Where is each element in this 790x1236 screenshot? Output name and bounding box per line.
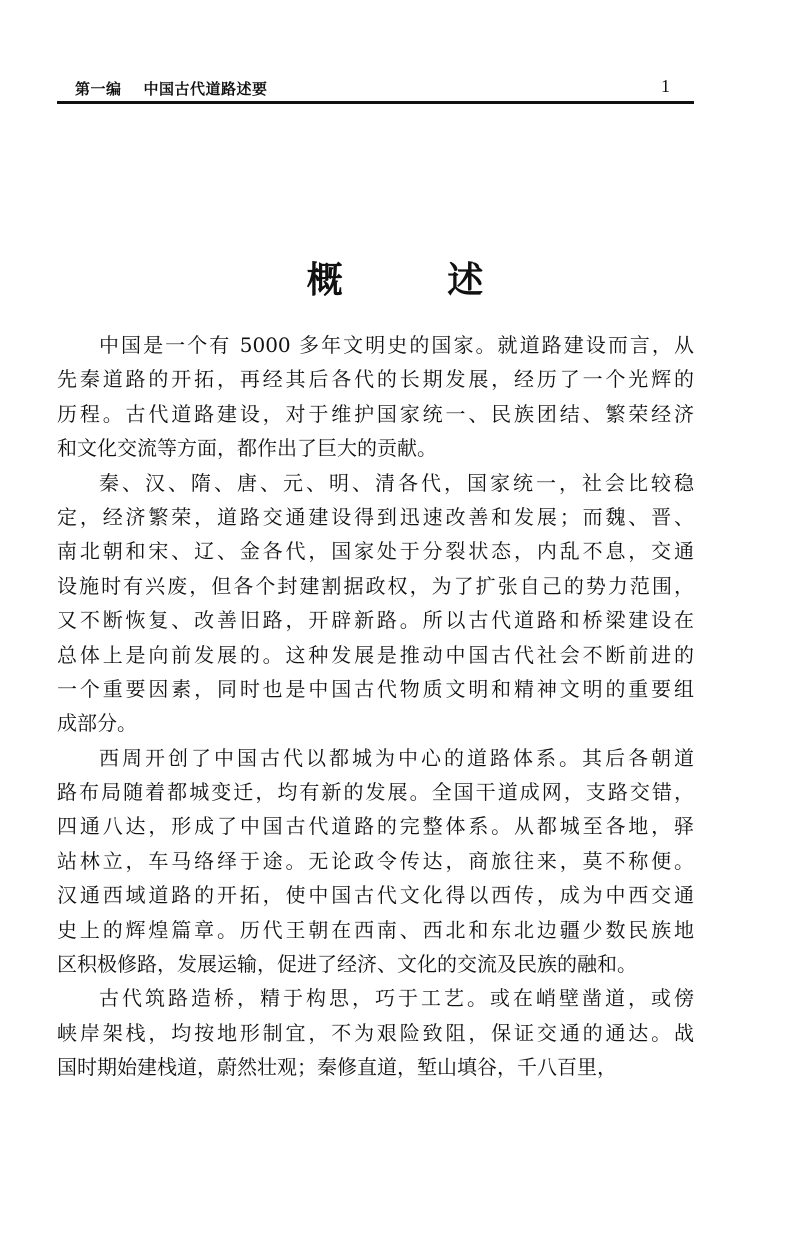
text-line: 峡岸架栈，均按地形制宜，不为艰险致阻，保证交通的通达。战 [57,1020,694,1045]
text-line: 古代筑路造桥，精于构思，巧于工艺。或在峭壁凿道，或傍 [99,986,694,1011]
text-line: 区积极修路，发展运输，促进了经济、文化的交流及民族的融和。 [57,952,637,977]
text-line: 站林立，车马络绎于途。无论政令传达，商旅往来，莫不称便。 [57,848,694,873]
header-rule [57,101,694,104]
text-line: 一个重要因素，同时也是中国古代物质文明和精神文明的重要组 [57,676,694,701]
text-line: 四通八达，形成了中国古代道路的完整体系。从都城至各地，驿 [57,814,694,839]
text-line: 中国是一个有 5000 多年文明史的国家。就道路建设而言，从 [99,333,694,357]
text-line: 历程。古代道路建设，对于维护国家统一、民族团结、繁荣经济 [57,401,694,426]
text-line: 秦、汉、隋、唐、元、明、清各代，国家统一，社会比较稳 [99,470,694,495]
paragraph [57,466,694,741]
text-line: 西周开创了中国古代以都城为中心的道路体系。其后各朝道 [99,745,694,770]
paragraph [57,328,694,466]
text-line: 路布局随着都城变迁，均有新的发展。全国干道成网，支路交错， [57,780,694,805]
chapter-title: 概 述 [306,259,530,301]
text-line: 先秦道路的开拓，再经其后各代的长期发展，经历了一个光辉的 [57,367,694,392]
text-line: 和文化交流等方面，都作出了巨大的贡献。 [57,436,437,461]
text-line: 总体上是向前发展的。这种发展是推动中国古代社会不断前进的 [57,642,694,667]
text-line: 汉通西域道路的开拓，使中国古代文化得以西传，成为中西交通 [57,883,694,908]
text-line: 设施时有兴废，但各个封建割据政权，为了扩张自己的势力范围， [57,573,694,598]
text-line: 又不断恢复、改善旧路，开辟新路。所以古代道路和桥梁建设在 [57,608,694,633]
text-line: 定，经济繁荣，道路交通建设得到迅速改善和发展；而魏、晋、 [57,504,694,529]
paragraph [57,741,694,982]
header-section-label [75,78,268,99]
running-header [57,78,694,100]
text-line: 成部分。 [57,711,137,736]
header-part: 第一编 [75,80,122,98]
text-line: 南北朝和宋、辽、金各代，国家处于分裂状态，内乱不息，交通 [57,539,694,564]
paragraph [57,981,694,1084]
header-section-title: 中国古代道路述要 [143,80,268,98]
page-number: 1 [661,76,670,96]
text-line: 史上的辉煌篇章。历代王朝在西南、西北和东北边疆少数民族地 [57,917,694,942]
text-line: 国时期始建栈道，蔚然壮观；秦修直道，堑山填谷，千八百里， [57,1055,617,1080]
body-text [57,328,694,1085]
